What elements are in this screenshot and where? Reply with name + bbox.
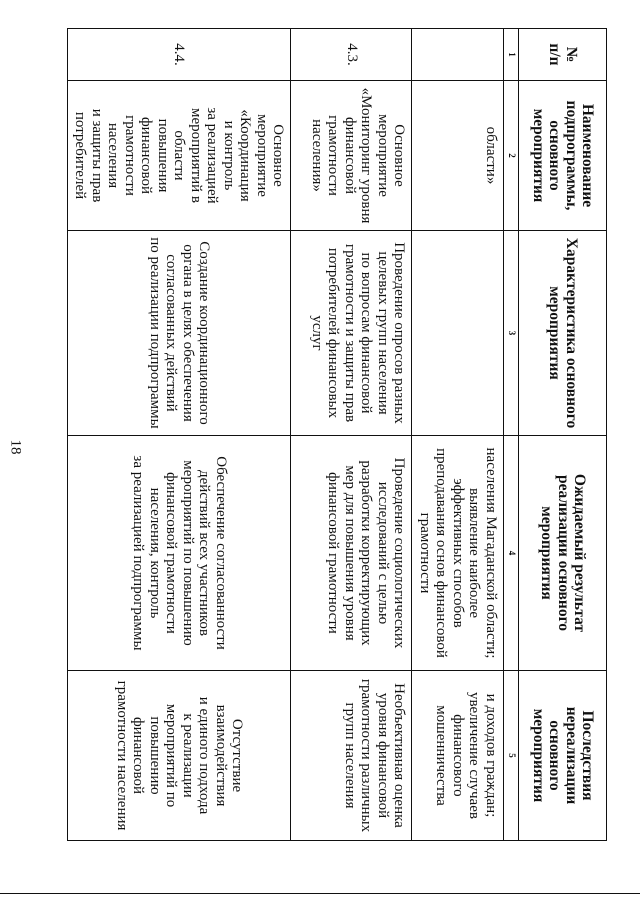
column-number-row: [504, 29, 519, 841]
row-consequence: Необъективная оценка уровня финансовой грамотности различных групп населения: [291, 671, 412, 841]
header-number: № п/п: [519, 29, 607, 81]
row-number: 4.3.: [291, 29, 412, 81]
row-description: [412, 231, 504, 436]
table-header-row: [519, 29, 607, 841]
row-number: [412, 29, 504, 81]
bottom-rule: [0, 893, 640, 894]
row-name: области»: [412, 81, 504, 231]
table-row: [291, 29, 412, 841]
column-number: 2: [504, 81, 519, 231]
row-result: населения Магаданской области; выявление наиболее эффективных способов преподавания основ финансовой грамотности: [412, 436, 504, 671]
row-description: Проведение опросов разных целевых групп населения по вопросам финансовой грамотности и защиты прав потребителей финансовых услуг: [291, 231, 412, 436]
row-description: Создание координационного органа в целях обеспечения согласованных действий по реализации подпрограммы: [68, 231, 292, 436]
page-number: 18: [7, 439, 24, 455]
column-number: 3: [504, 231, 519, 436]
column-number: 5: [504, 671, 519, 841]
header-description: Характеристика основного мероприятия: [519, 231, 607, 436]
activities-table: [67, 28, 607, 841]
header-result: Ожидаемый результат реализации основного мероприятия: [519, 436, 607, 671]
header-consequence: Последствия нереализации основного мероприятия: [519, 671, 607, 841]
row-name: Основное мероприятие «Координация и контроль за реализацией мероприятий в области повышения финансовой грамотности населения и защиты прав потребителей: [68, 81, 292, 231]
table-row: [68, 29, 292, 841]
row-consequence: Отсутствие взаимодействия и единого подхода к реализации мероприятий по повышению финансовой грамотности населения: [68, 671, 292, 841]
row-number: 4.4.: [68, 29, 292, 81]
header-name: Наименование подпрограммы, основного мероприятия: [519, 81, 607, 231]
row-result: Обеспечение согласованности действий всех участников мероприятий по повышению финансовой грамотности населения, контроль за реализацией подпрограммы: [68, 436, 292, 671]
table-row: [412, 29, 504, 841]
column-number: 4: [504, 436, 519, 671]
row-result: Проведение социологических исследований с целью разработки корректирующих мер для повышения уровня финансовой грамотности: [291, 436, 412, 671]
row-consequence: и доходов граждан; увеличение случаев финансового мошенничества: [412, 671, 504, 841]
rotated-table-wrapper: [67, 28, 607, 840]
row-name: Основное мероприятие «Мониторинг уровня финансовой грамотности населения»: [291, 81, 412, 231]
column-number: 1: [504, 29, 519, 81]
